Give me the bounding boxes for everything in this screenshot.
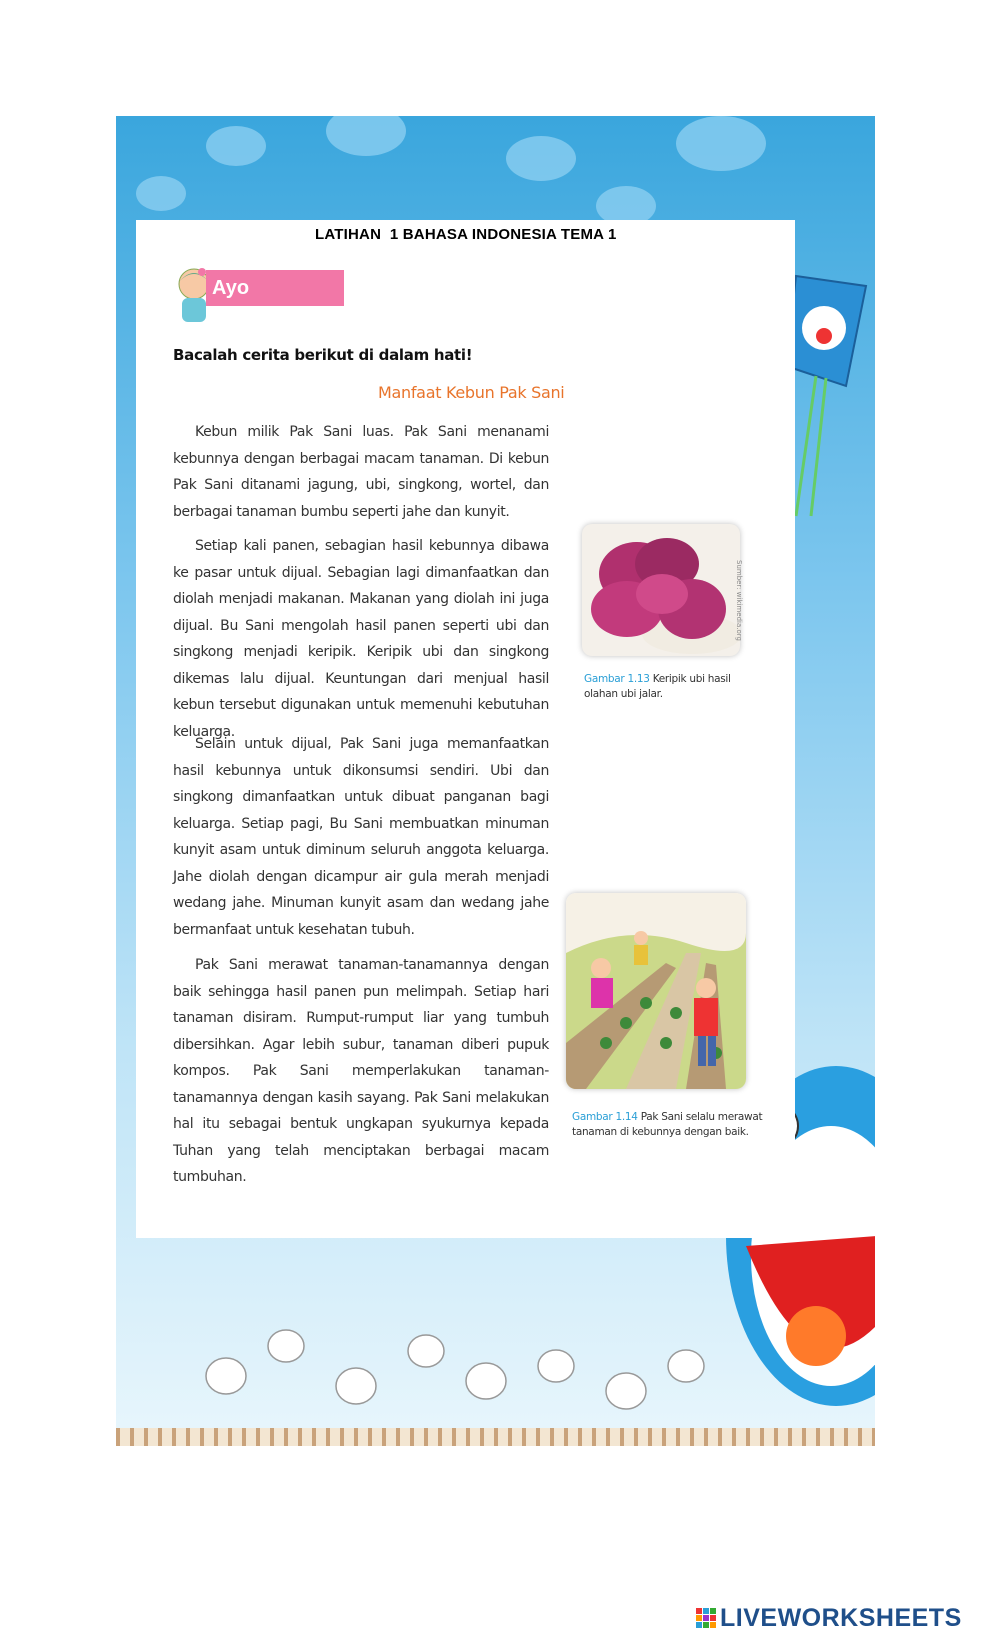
figure-label-2: Gambar 1.14	[572, 1111, 638, 1123]
figure-caption-2	[572, 1110, 772, 1140]
purple-chips-icon	[582, 524, 740, 656]
brand-text: LIVEWORKSHEETS	[720, 1604, 962, 1632]
worksheet-title: LATIHAN 1 BAHASA INDONESIA TEMA 1	[315, 226, 617, 243]
figure-garden-image	[566, 893, 746, 1089]
garden-illustration-icon	[566, 893, 746, 1089]
liveworksheets-logo-icon	[696, 1608, 716, 1630]
figure-caption-text-1: Keripik ubi hasil olahan ubi jalar.	[584, 673, 731, 700]
banner-label: Ayo Membaca	[206, 270, 344, 306]
story-paragraph-1: Kebun milik Pak Sani luas. Pak Sani menanami kebunnya dengan berbagai macam tanaman. Di kebun Pak Sani ditanami jagung, ubi, singkong, wortel, dan berbagai tanaman bumbu seperti jahe dan kunyit.	[173, 424, 549, 520]
sheep-row-icon	[156, 1306, 716, 1436]
reading-instruction: Bacalah cerita berikut di dalam hati!	[173, 346, 473, 364]
figure-chips-image	[582, 524, 740, 656]
liveworksheets-brand[interactable]	[720, 1604, 962, 1633]
figure-caption-text-2: Pak Sani selalu merawat tanaman di kebunnya dengan baik.	[572, 1111, 763, 1138]
figure-label-1: Gambar 1.13	[584, 673, 650, 685]
figure-source: Sumber: wikimedia.org	[735, 560, 743, 641]
story-paragraph-4: Pak Sani merawat tanaman-tanamannya dengan baik sehingga hasil panen pun melimpah. Setiap hari tanaman disiram. Rumput-rumput liar yang tumbuh dibersihkan. Agar lebih subur, tanaman diberi pupuk kompos. Pak Sani memperlakukan tanaman-tanamannya dengan kasih sayang. Pak Sani melakukan hal itu sebagai bentuk ungkapan syukurnya kepada Tuhan yang telah menciptakan berbagai macam tumbuhan.	[173, 957, 549, 1185]
fence	[116, 1428, 875, 1446]
story-paragraph-2: Setiap kali panen, sebagian hasil kebunnya dibawa ke pasar untuk dijual. Sebagian lagi dimanfaatkan dan diolah menjadi makanan. Makanan yang diolah ini juga dijual. Bu Sani mengolah hasil panen seperti ubi dan singkong menjadi keripik. Keripik ubi dan singkong dikemas lalu dijual. Keuntungan dari menjual hasil kebun tersebut digunakan untuk memenuhi kebutuhan keluarga.	[173, 538, 549, 740]
figure-caption-1	[584, 672, 749, 702]
story-paragraph-3: Selain untuk dijual, Pak Sani juga memanfaatkan hasil kebunnya untuk dikonsumsi sendiri. Ubi dan singkong dimanfaatkan untuk dibuat panganan bagi keluarga. Setiap pagi, Bu Sani membuatkan minuman kunyit asam untuk diminum seluruh anggota keluarga. Jahe diolah dengan dicampur air gula merah menjadi wedang jahe. Minuman kunyit asam dan wedang jahe bermanfaat untuk kesehatan tubuh.	[173, 736, 549, 938]
story-title: Manfaat Kebun Pak Sani	[378, 383, 565, 402]
